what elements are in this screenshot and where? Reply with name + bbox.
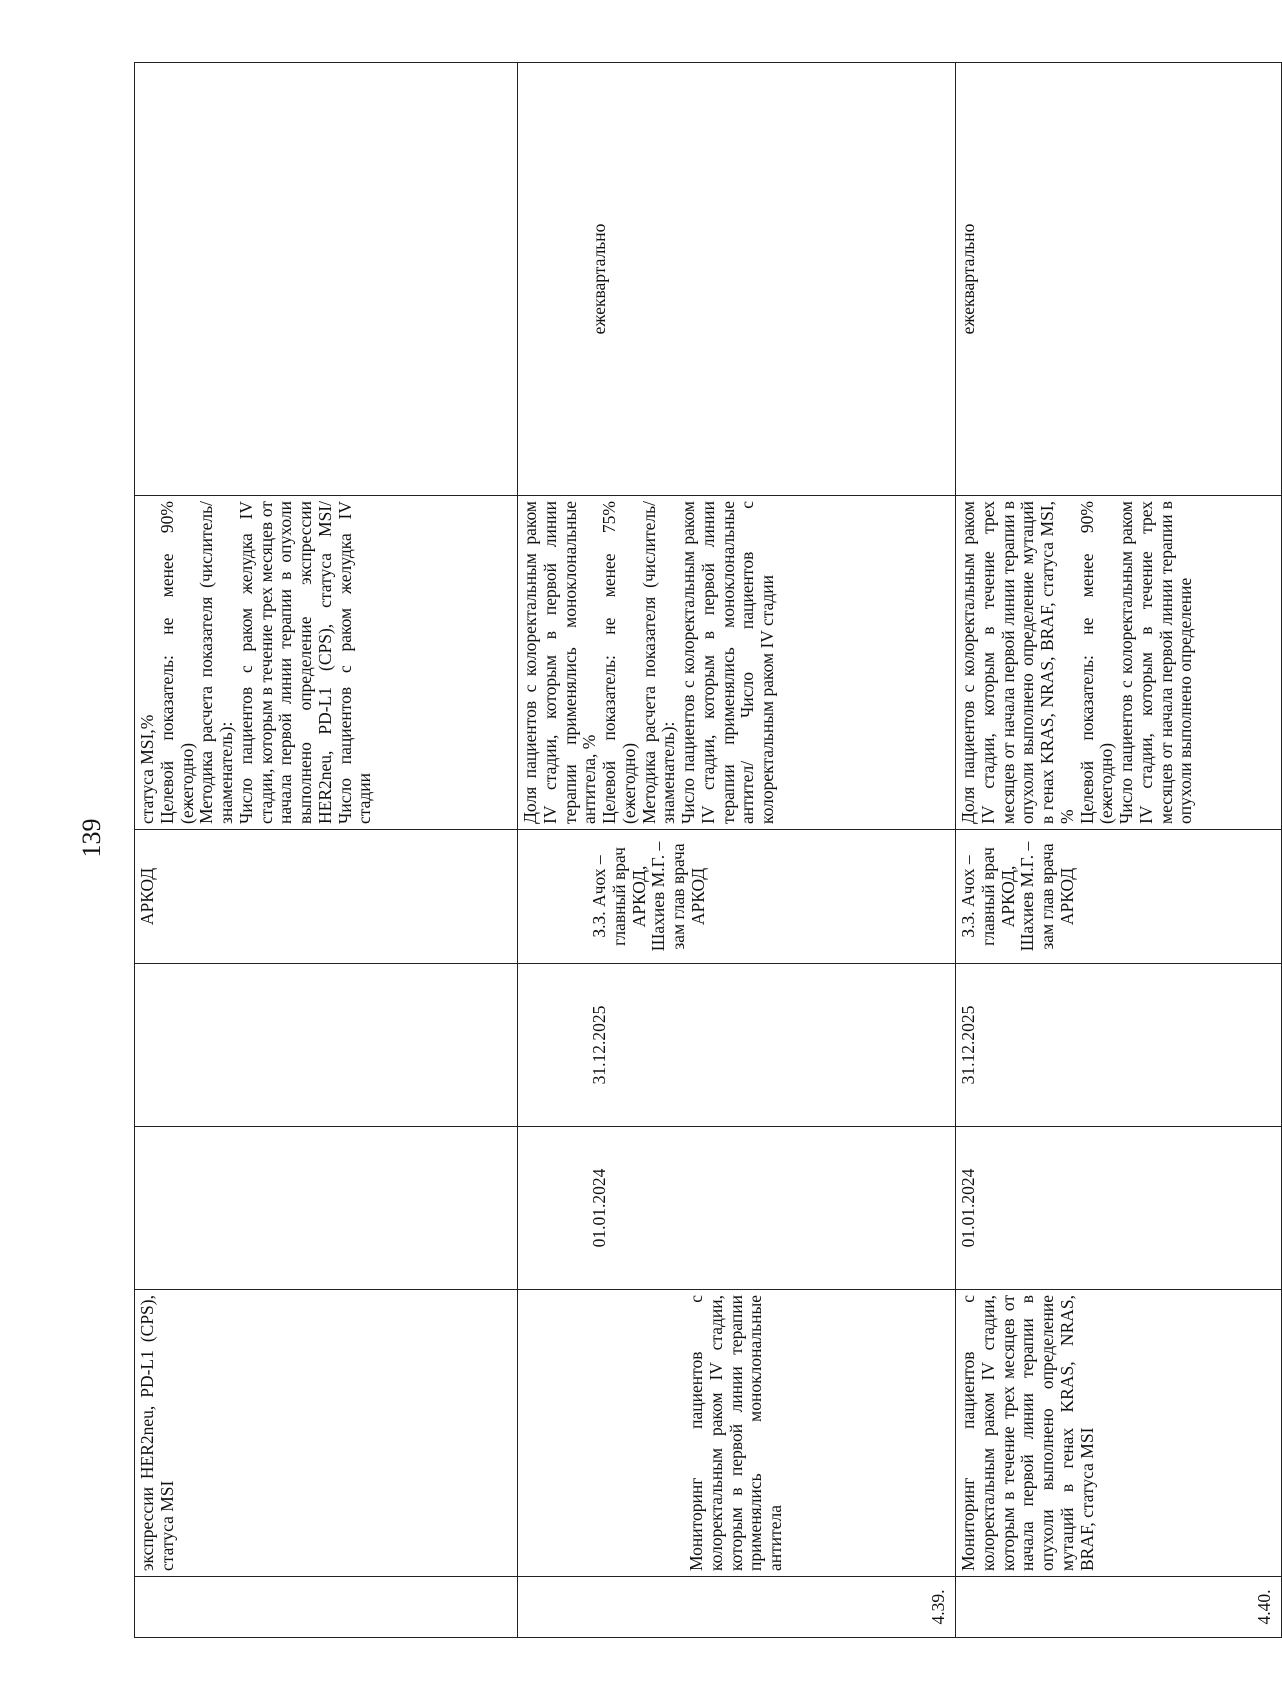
indicator-line: Число пациентов с колоректальным раком IV стадии, которым в течение трех месяцев от начала первой линии терапии в опухоли выполнено определение (1116, 501, 1196, 824)
periodicity-cell: ежеквартально (518, 63, 956, 496)
responsible-line: главный врач (977, 847, 998, 946)
responsible-line: зам глав врача (1037, 843, 1058, 950)
start-date: 01.01.2024 (956, 1127, 1282, 1290)
row-number: 4.40. (956, 1577, 1282, 1638)
indicator-line: Число пациентов с раком желудка IV стадии, которым в течение трех месяцев от начала первой линии терапии в опухоли выполнено определение экспрессии HER2neu, PD-L1 (CPS), статуса MSI/ Число пациентов с раком желудка IV стадии (235, 501, 375, 824)
plan-table (134, 62, 1282, 1638)
responsible-line: АРКОД (137, 867, 157, 926)
table-row (135, 63, 518, 1638)
indicator-line: Число пациентов с колоректальным раком IV стадии, которым в первой линии терапии применялись моноклональные антител/ Число пациентов с колоректальным раком IV стадии (678, 501, 778, 824)
responsible-line: АРКОД, (997, 865, 1018, 928)
responsible-line: АРКОД (1056, 867, 1077, 926)
responsible-cell (518, 830, 956, 964)
start-date (135, 1127, 518, 1290)
responsible-line: главный врач (608, 847, 629, 946)
periodicity-cell: ежеквартально (956, 63, 1282, 496)
indicator-cell (135, 496, 518, 830)
indicator-line: Целевой показатель: не менее 90% (ежегодно) (156, 501, 197, 824)
responsible-cell (956, 830, 1282, 964)
end-date: 31.12.2025 (518, 964, 956, 1127)
indicator-line: статуса MSI,% (137, 714, 157, 824)
responsible-line: АРКОД, (628, 865, 649, 928)
indicator-cell (518, 496, 956, 830)
indicator-cell (956, 496, 1282, 830)
end-date (135, 964, 518, 1127)
responsible-cell (135, 830, 518, 964)
responsible-line: З.З. Ачох – (589, 855, 609, 938)
responsible-line: З.З. Ачох – (958, 855, 978, 938)
row-number (135, 1577, 518, 1638)
indicator-line: Доля пациентов с колоректальным раком IV стадии, которым в первой линии терапии применялись моноклональные антитела, % (520, 501, 600, 824)
indicator-line: Методика расчета показателя (числитель/знаменатель): (638, 501, 679, 824)
event-cell: экспрессии HER2neu, PD-L1 (CPS), статуса MSI (135, 1290, 518, 1577)
event-cell: Мониторинг пациентов с колоректальным раком IV стадии, которым в течение трех месяцев от начала первой линии терапии в опухоли выполнено определение мутаций в генах KRAS, NRAS, BRAF, статуса MSI (956, 1290, 1282, 1577)
indicator-line: Методика расчета показателя (числитель/знаменатель): (196, 501, 237, 824)
responsible-line: Шахиев М.Г. – (1017, 841, 1038, 952)
indicator-line: Целевой показатель: не менее 75% (ежегодно) (599, 501, 639, 824)
start-date: 01.01.2024 (518, 1127, 956, 1290)
page-number: 139 (77, 818, 106, 858)
responsible-line: АРКОД (687, 867, 708, 926)
indicator-line: Доля пациентов с колоректальным раком IV стадии, которым в течение трех месяцев от начала первой линии терапии в опухоли выполнено определение мутаций в генах KRAS, NRAS, BRAF, статуса MSI, % (958, 501, 1077, 824)
table-row (518, 63, 956, 1638)
responsible-line: Шахиев М.Г. – (648, 841, 669, 952)
rotated-page-content (134, 63, 1275, 1638)
indicator-line: Целевой показатель: не менее 90% (ежегодно) (1076, 501, 1117, 824)
periodicity-cell (135, 63, 518, 496)
end-date: 31.12.2025 (956, 964, 1282, 1127)
event-cell: Мониторинг пациентов с колоректальным раком IV стадии, которым в первой линии терапии применялись моноклональные антитела (518, 1290, 956, 1577)
responsible-line: зам глав врача (668, 843, 689, 950)
row-number: 4.39. (518, 1577, 956, 1638)
table-row (956, 63, 1282, 1638)
